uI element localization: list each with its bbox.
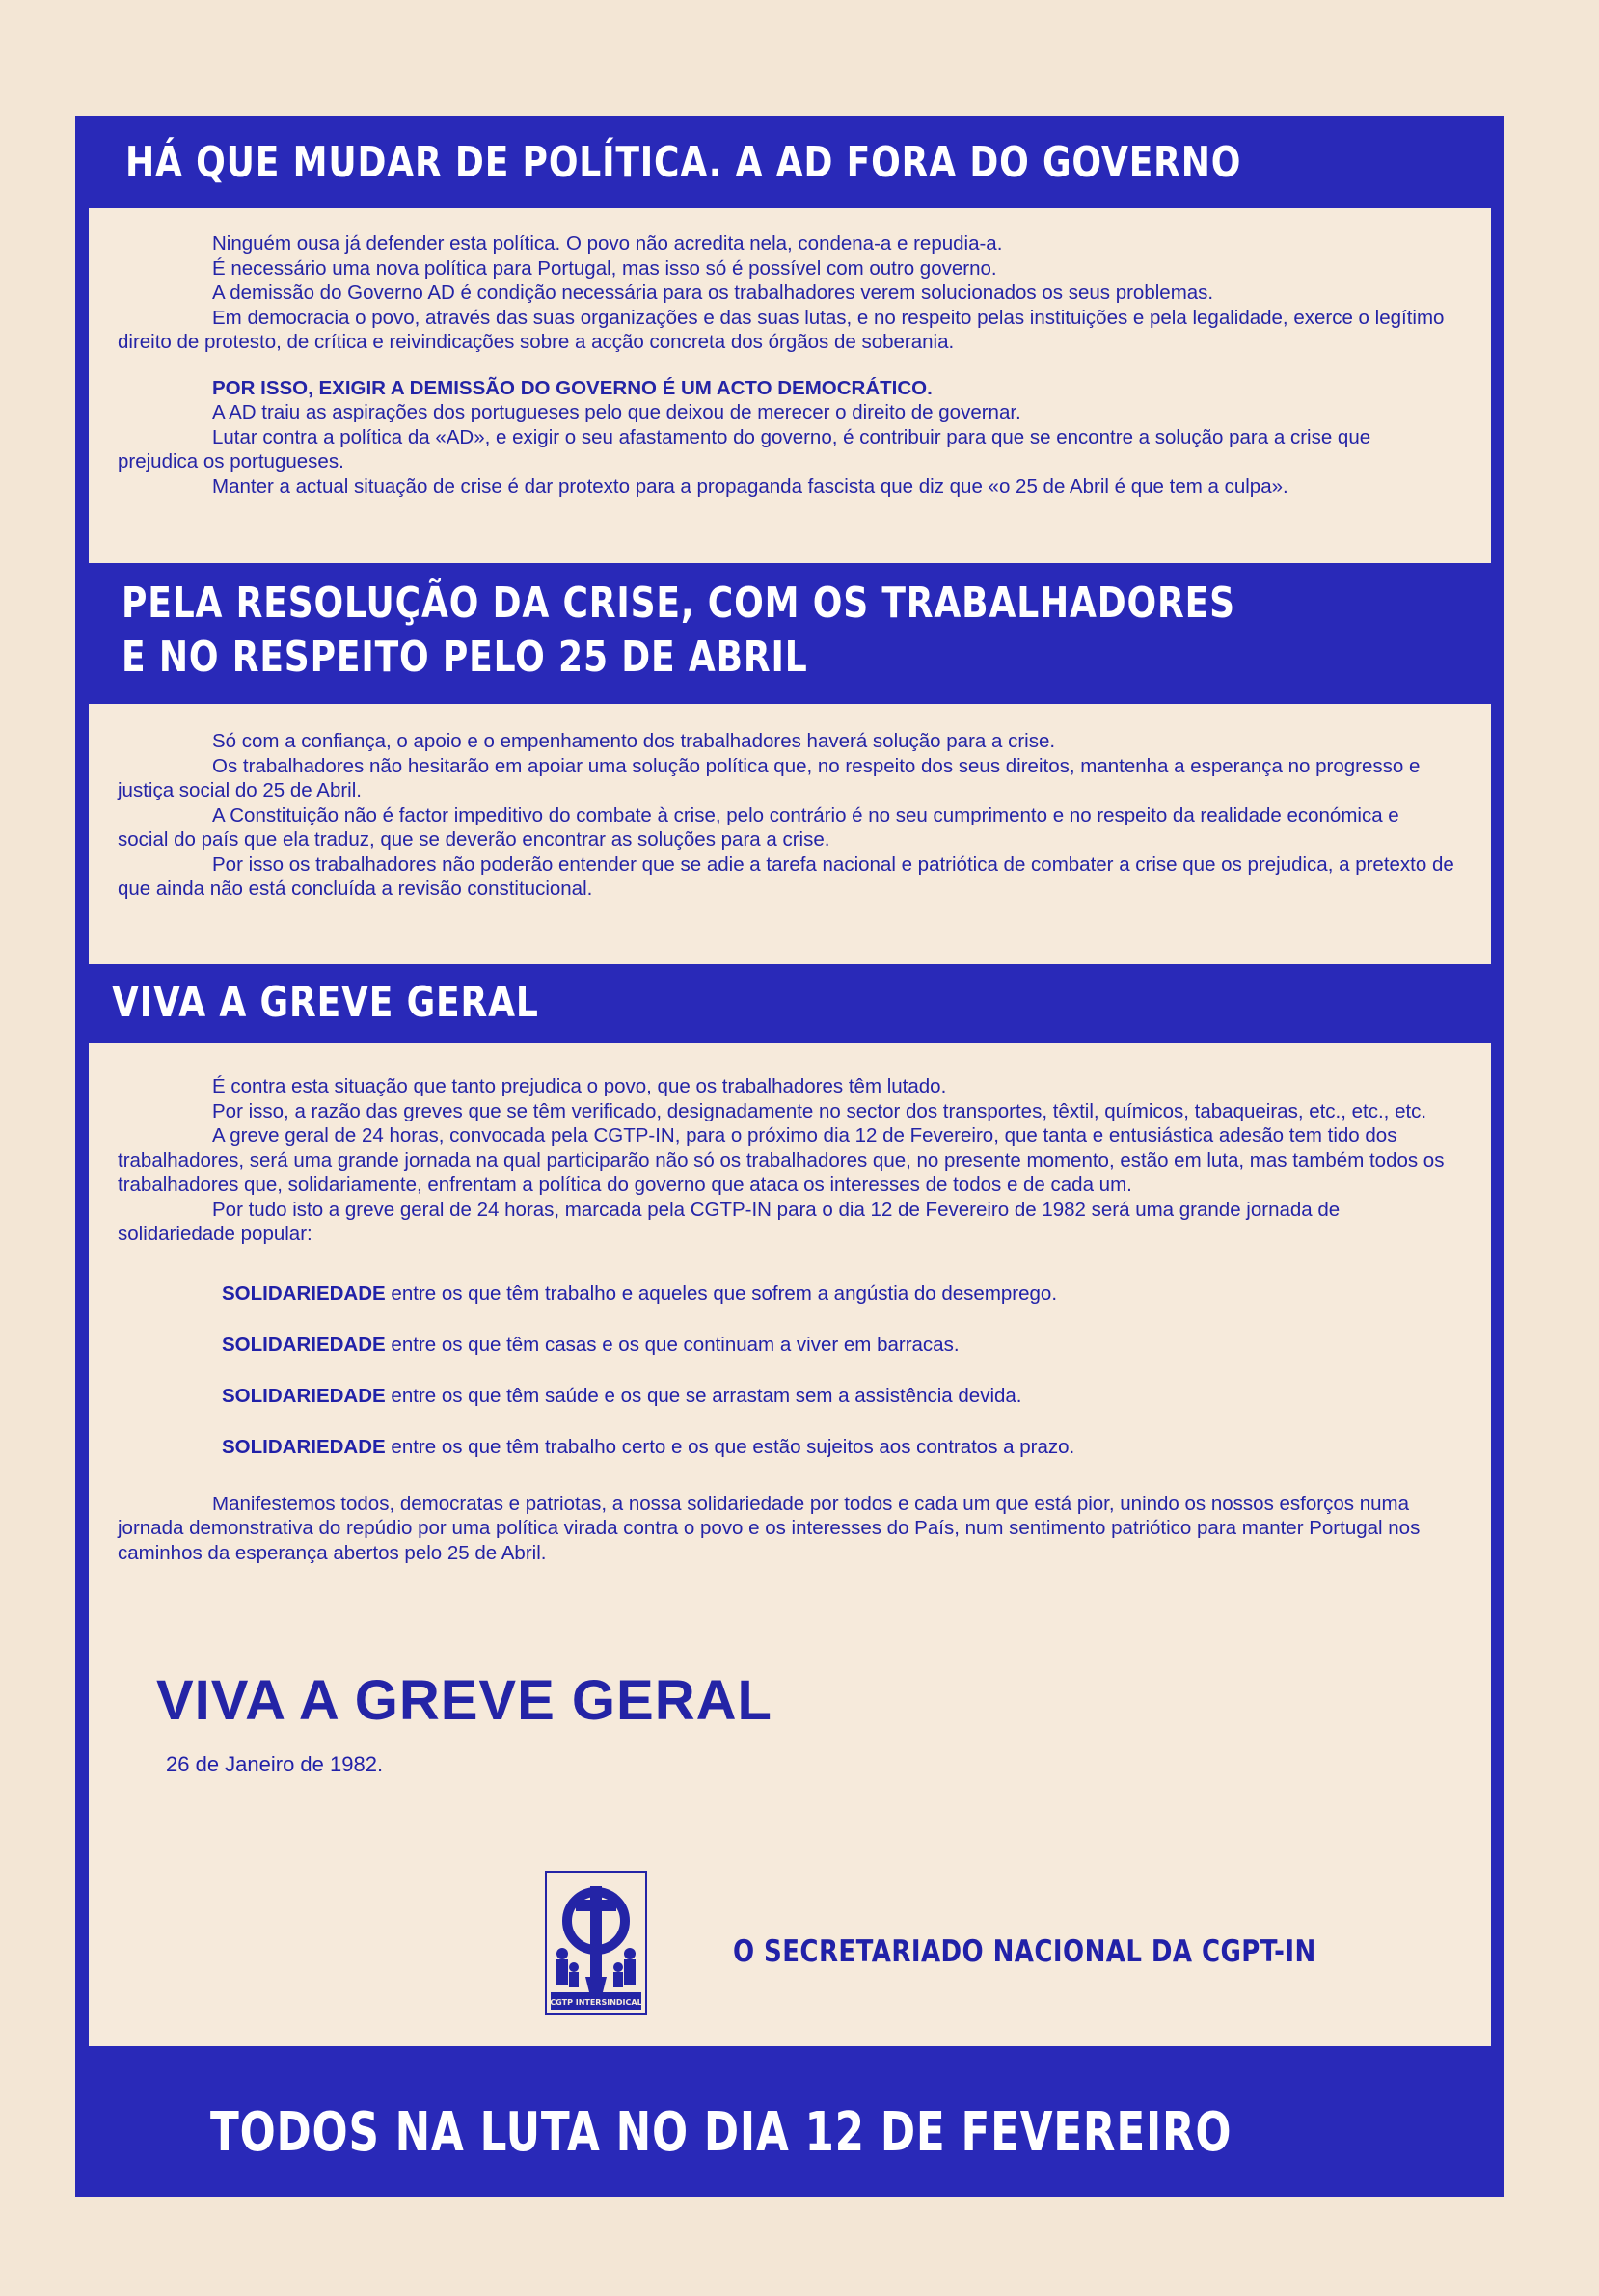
section3-closing: Manifestemos todos, democratas e patriotas, a nossa solidariedade por todos e cada um que está pior, unindo os nossos esforços numa jornada demonstrativa do repúdio por uma política virada contra o povo e os interesses do País, num sentimento patriótico para manter Portugal nos caminhos da esperança abertos pelo 25 de Abril. — [118, 1492, 1421, 1564]
section3-p1: É contra esta situação que tanto prejudica o povo, que os trabalhadores têm lutado. — [212, 1075, 947, 1097]
section1-p8: Manter a actual situação de crise é dar protexto para a propaganda fascista que diz que «o 25 de Abril é que tem a culpa». — [212, 474, 1288, 498]
section1-p4: Em democracia o povo, através das suas organizações e das suas lutas, e no respeito pelas instituições e pela legalidade, exerce o legítimo direito de protesto, de crítica e reivindicações sobre a acção concreta dos órgãos de soberania. — [118, 306, 1445, 353]
section2-p4: Por isso os trabalhadores não poderão entender que se adie a tarefa nacional e patriótica de combater a crise que os prejudica, a pretexto de que ainda não está concluída a revisão constitucional. — [118, 852, 1454, 900]
section1-p6: A AD traiu as aspirações dos portugueses pelo que deixou de merecer o direito de governar. — [212, 401, 1021, 423]
section1-p2: É necessário uma nova política para Portugal, mas isso só é possível com outro governo. — [212, 257, 997, 280]
section3-p2: Por isso, a razão das greves que se têm verificado, designadamente no sector dos transportes, têxtil, químicos, tabaqueiras, etc., etc., etc. — [212, 1099, 1427, 1122]
svg-text:CGTP INTERSINDICAL: CGTP INTERSINDICAL — [550, 1998, 642, 2007]
section1-p3: A demissão do Governo AD é condição necessária para os trabalhadores verem solucionados os seus problemas. — [212, 282, 1214, 304]
date-line: 26 de Janeiro de 1982. — [166, 1752, 384, 1776]
section1-heading: HÁ QUE MUDAR DE POLÍTICA. A AD FORA DO GOVERNO — [125, 138, 1242, 187]
solidarity-item: SOLIDARIEDADE entre os que têm casas e os que continuam a viver em barracas. — [222, 1333, 960, 1356]
section1-panel — [89, 208, 1491, 563]
solidarity-list — [118, 1282, 1454, 1459]
section2-p2: Os trabalhadores não hesitarão em apoiar uma solução política que, no respeito dos seus direitos, mantenha a esperança no progresso e justiça social do 25 de Abril. — [118, 754, 1421, 801]
poster — [75, 116, 1504, 2197]
big-slogan: VIVA A GREVE GERAL — [156, 1669, 772, 1732]
section1-p1: Ninguém ousa já defender esta política. O povo não acredita nela, condena-a e repudia-a. — [212, 232, 1003, 255]
section2-p1: Só com a confiança, o apoio e o empenhamento dos trabalhadores haverá solução para a crise. — [212, 730, 1056, 752]
section2-heading: PELA RESOLUÇÃO DA CRISE, COM OS TRABALHADORES E NO RESPEITO PELO 25 DE ABRIL — [122, 579, 1235, 682]
section3-heading: VIVA A GREVE GERAL — [112, 978, 539, 1027]
solidarity-item: SOLIDARIEDADE entre os que têm trabalho certo e os que estão sujeitos aos contratos a prazo. — [222, 1435, 1075, 1458]
section2-p3: A Constituição não é factor impeditivo do combate à crise, pelo contrário é no seu cumprimento e no respeito da realidade económica e social do país que ela traduz, que se deverão encontrar as soluções para a crise. — [118, 803, 1399, 851]
section3-p4: Por tudo isto a greve geral de 24 horas, marcada pela CGTP-IN para o dia 12 de Fevereiro de 1982 será uma grande jornada de solidariedade popular: — [118, 1198, 1341, 1245]
footer-slogan: TODOS NA LUTA NO DIA 12 DE FEVEREIRO — [210, 2101, 1233, 2164]
cgtp-logo-icon — [547, 1873, 645, 2013]
section3-panel — [89, 1043, 1491, 2046]
solidarity-item: SOLIDARIEDADE entre os que têm trabalho e aqueles que sofrem a angústia do desemprego. — [222, 1282, 1058, 1305]
cgtp-logo — [545, 1871, 647, 2015]
solidarity-item: SOLIDARIEDADE entre os que têm saúde e os que se arrastam sem a assistência devida. — [222, 1384, 1022, 1407]
section2-panel — [89, 704, 1491, 964]
section1-p5: POR ISSO, EXIGIR A DEMISSÃO DO GOVERNO É UM ACTO DEMOCRÁTICO. — [212, 376, 933, 399]
section1-p7: Lutar contra a política da «AD», e exigir o seu afastamento do governo, é contribuir para que se encontre a solução para a crise que prejudica os portugueses. — [118, 425, 1371, 473]
signature: O SECRETARIADO NACIONAL DA CGPT-IN — [733, 1934, 1316, 1969]
section3-p3: A greve geral de 24 horas, convocada pela CGTP-IN, para o próximo dia 12 de Fevereiro, que tanta e entusiástica adesão tem tido dos trabalhadores, será uma grande jornada na qual participarão não só os trabalhadores que, no presente momento, estão em luta, mas também todos os trabalhadores que, solidariamente, enfrentam a política do governo que ataca os interesses de todos e de cada um. — [118, 1124, 1445, 1196]
